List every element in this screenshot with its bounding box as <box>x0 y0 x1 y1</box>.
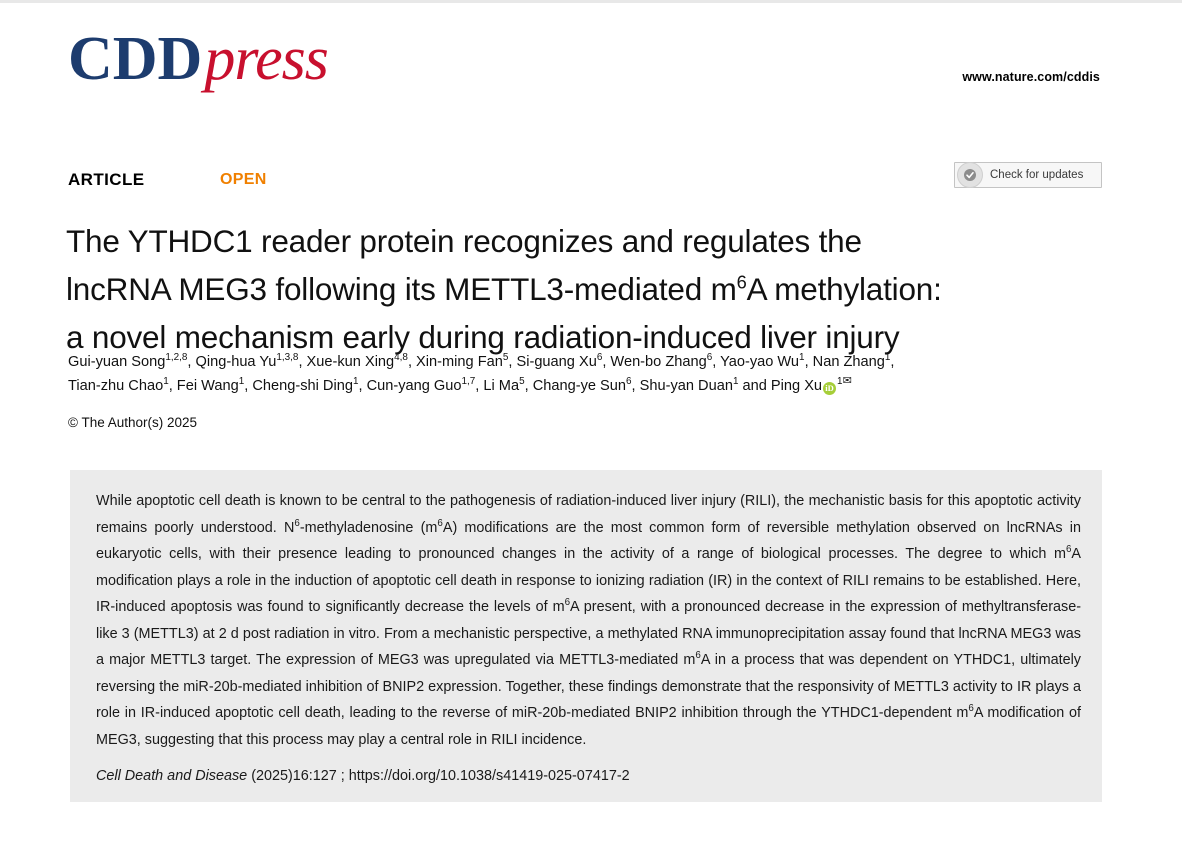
author-affiliation-marker: 1 <box>837 376 843 388</box>
check-for-updates-label: Check for updates <box>990 169 1084 181</box>
article-type-label: ARTICLE <box>68 170 145 189</box>
title-line-3: a novel mechanism early during radiation-induced liver injury <box>66 319 900 356</box>
check-for-updates-button[interactable] <box>954 162 1102 188</box>
title-line-2b: A methylation: <box>746 271 942 308</box>
publisher-logo <box>68 25 328 98</box>
logo-cdd-text: CDD <box>68 25 203 93</box>
author-line-1: Gui-yuan Song$^{1,2,8}$, Qing-hua Yu$^{1,3,8}$, Xue-kun Xing$^{4,8}$, Xin-ming Fan$^5$, Si-guang Xu$^6$, Wen-bo Zhang$^6$, Yao-yao Wu$^1$, Nan Zhang$^1$, <box>68 352 895 370</box>
page-top-rule <box>0 0 1182 3</box>
cddpress-logo <box>68 25 328 93</box>
page-title <box>66 217 1106 361</box>
author-line-2: Tian-zhu Chao$^1$, Fei Wang$^1$, Cheng-shi Ding$^1$, Cun-yang Guo$^{1,7}$, Li Ma$^5$, Chang-ye Sun$^6$, Shu-yan Duan$^1$ and Ping Xu $iD^1✉$ <box>68 375 852 394</box>
abstract-box <box>70 470 1102 802</box>
copyright-line: © The Author(s) 2025 <box>68 415 198 430</box>
journal-website-url[interactable]: www.nature.com/cddis <box>962 70 1100 84</box>
title-line-2a: lncRNA MEG3 following its METTL3-mediated m <box>66 271 737 308</box>
citation-journal-name: Cell Death and Disease <box>96 768 248 784</box>
author-line-2-names: Tian-zhu Chao$^1$, Fei Wang$^1$, Cheng-shi Ding$^1$, Cun-yang Guo$^{1,7}$, Li Ma$^5$, Chang-ye Sun$^6$, Shu-yan Duan$^1$ and Ping Xu <box>68 376 823 394</box>
logo-press-text: press <box>204 25 328 93</box>
abstract-text: While apoptotic cell death is known to be central to the pathogenesis of radiation-induced liver injury (RILI), the mechanistic basis for this apoptotic activity remains poorly understood. $N^6$-methyladenosine $(m^6A)$ modifications are the most common form of reversible methylation observed on lncRNAs in eukaryotic cells, with their presence leading to pronounced changes in the activity of a range of biological processes. The degree to which $m^6A$ modification plays a role in the induction of apoptotic cell death in response to ionizing radiation (IR) in the context of RILI remains to be established. Here, IR-induced apoptosis was found to significantly decrease the levels of $m^6A$ present, with a pronounced decrease in the expression of methyltransferase-like 3 (METTL3) at 2 d post radiation in vitro. From a mechanistic perspective, a methylated RNA immunoprecipitation assay found that lncRNA MEG3 was a major METTL3 target. The expression of MEG3 was upregulated via METTL3-mediated $m^6A$ in a process that was dependent on YTHDC1, ultimately reversing the miR-20b-mediated inhibition of BNIP2 expression. Together, these findings demonstrate that the responsivity of METTL3 activity to IR plays a role in IR-induced apoptotic cell death, leading to the reverse of miR-20b-mediated BNIP2 inhibition through the YTHDC1-dependent $m^6A$ modification of MEG3, suggesting that this process may play a central role in RILI incidence. <box>96 493 1082 748</box>
crossmark-icon <box>957 162 983 188</box>
open-access-label: OPEN <box>220 171 267 188</box>
title-superscript-6: 6 <box>736 271 747 293</box>
citation-details[interactable]: (2025)16:127 ; https://doi.org/10.1038/s41419-025-07417-2 <box>251 768 630 784</box>
orcid-icon[interactable]: iD <box>823 382 836 395</box>
author-list <box>68 350 1088 398</box>
title-line-1: The YTHDC1 reader protein recognizes and regulates the <box>66 223 862 260</box>
citation-line <box>96 768 630 784</box>
